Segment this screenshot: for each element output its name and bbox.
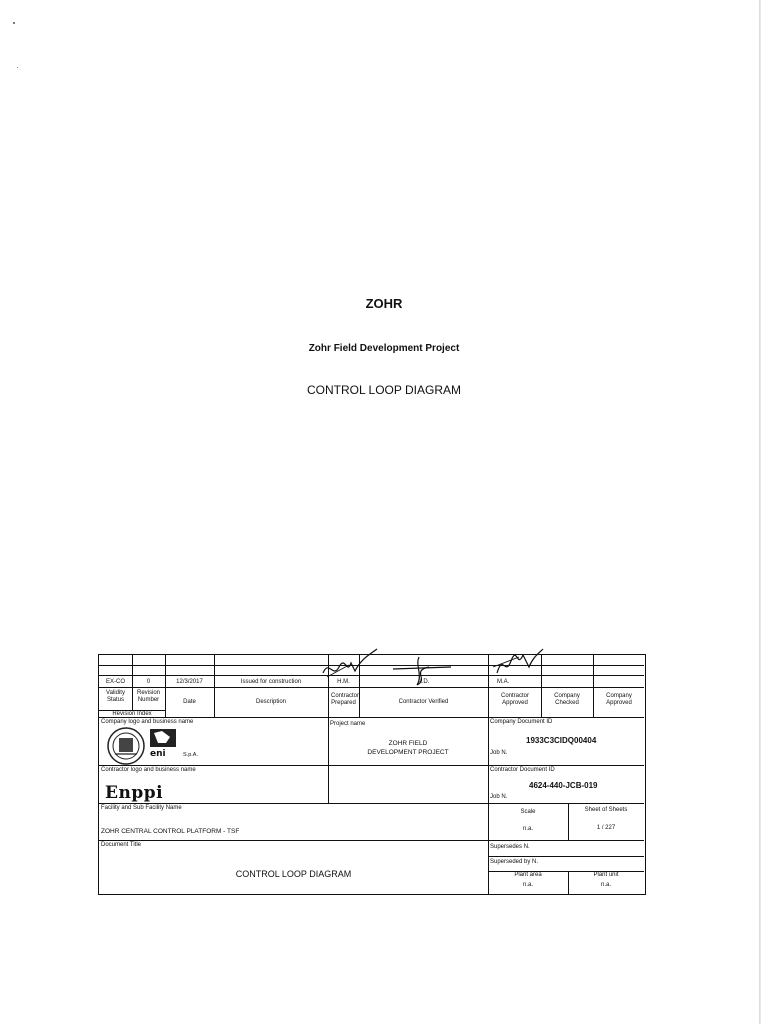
plant-unit-label: Plant unit (593, 872, 619, 878)
header-company-approved: Company Approved (606, 693, 632, 706)
eni-dog-logo (148, 727, 184, 757)
signature-verified (389, 655, 459, 689)
plant-area-value: n.a. (522, 882, 533, 888)
company-spa-label: S.p.A. (183, 752, 198, 758)
header-contractor-prepared: Contractor Prepared (331, 693, 360, 706)
facility-name: ZOHR CENTRAL CONTROL PLATFORM - TSF (101, 828, 240, 835)
company-job-label: Job N. (490, 750, 508, 756)
signature-approved (489, 647, 549, 681)
scale-label: Scale (520, 809, 536, 815)
document-title-label: Document Title (101, 842, 142, 848)
grid-line (488, 655, 489, 895)
cover-title: ZOHR (365, 296, 403, 311)
project-name-line1: ZOHR FIELD (388, 740, 428, 747)
company-seal-logo (105, 726, 147, 766)
prepared-initials: H.M. (337, 679, 350, 685)
sheets-label: Sheet of Sheets (584, 807, 628, 813)
enppi-logo: Enppi (105, 783, 164, 803)
grid-line (593, 655, 594, 717)
header-company-checked: Company Checked (554, 693, 580, 706)
svg-text:eni: eni (150, 749, 166, 757)
grid-line (99, 687, 644, 688)
header-contractor-approved: Contractor Approved (500, 693, 529, 706)
sheets-value: 1 / 227 (596, 825, 616, 831)
scale-value: n.a. (522, 826, 533, 832)
title-block-table (98, 654, 646, 895)
cover-document-type: CONTROL LOOP DIAGRAM (306, 383, 462, 397)
header-description: Description (255, 699, 286, 705)
company-document-label: Company Document ID (490, 719, 553, 725)
plant-unit-value: n.a. (600, 882, 611, 888)
grid-line (99, 717, 644, 718)
superseded-by-label: Superseded by N. (490, 859, 539, 865)
header-revision-index: Revision Index (112, 711, 152, 717)
grid-line (99, 803, 644, 804)
contractor-job-label: Job N. (490, 794, 508, 800)
facility-label: Facility and Sub Facility Name (101, 805, 182, 811)
signature-prepared (321, 645, 381, 685)
header-revision-number: Revision Number (136, 690, 160, 703)
grid-line (165, 655, 166, 717)
contractor-logo-label: Contractor logo and business name (101, 767, 196, 773)
cover-project: Zohr Field Development Project (308, 343, 460, 354)
project-name-line2: DEVELOPMENT PROJECT (367, 749, 449, 756)
revision-number-value: 0 (146, 679, 151, 685)
company-document-id: 1933C3CIDQ00404 (526, 736, 597, 745)
revision-date-value: 12/3/2017 (176, 679, 203, 685)
grid-line (488, 856, 644, 857)
header-date: Date (183, 699, 196, 705)
plant-area-label: Plant area (514, 872, 542, 878)
revision-description-value: Issued for construction (240, 679, 302, 685)
scan-speck (13, 22, 15, 24)
page-edge-shadow (759, 0, 761, 1024)
header-contractor-verified: Contractor Verified (398, 699, 449, 705)
verified-initials: A.D. (417, 679, 430, 685)
contractor-document-id: 4624-440-JCB-019 (529, 781, 598, 790)
supersedes-label: Supersedes N. (490, 844, 530, 850)
scan-speck (17, 67, 18, 68)
contractor-document-label: Contractor Document ID (490, 767, 555, 773)
company-logo-label: Company logo and business name (101, 719, 194, 725)
header-validity-status: Validity Status (106, 690, 125, 703)
grid-line (99, 765, 644, 766)
validity-status-value: EX-CO (105, 679, 125, 685)
approved-initials: M.A. (497, 679, 510, 685)
grid-line (214, 655, 215, 717)
document-title-value: CONTROL LOOP DIAGRAM (235, 869, 352, 879)
project-name-label: Project name (330, 721, 366, 727)
grid-line (99, 840, 644, 841)
